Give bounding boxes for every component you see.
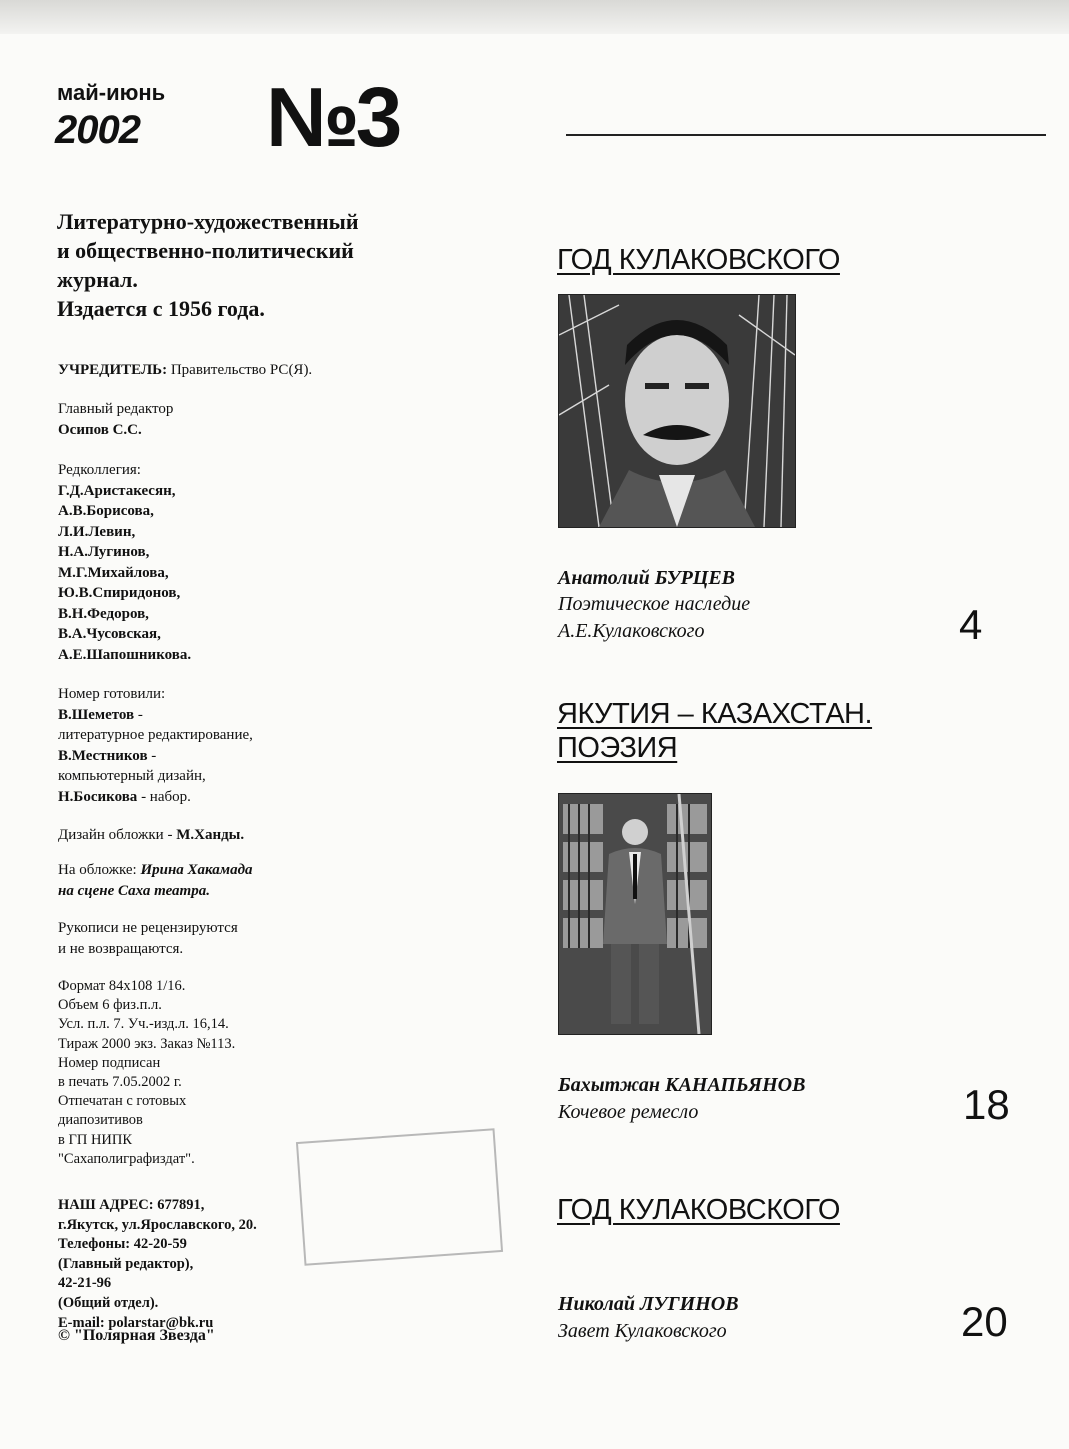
chief-editor: Главный редактор Осипов С.С.	[58, 401, 174, 438]
postal-address: НАШ АДРЕС: 677891, г.Якутск, ул.Ярославского, 20. Телефоны: 42-20-59 (Главный редактор), 42-21-96 (Общий отдел). E-mail: polarstar@bk.ru	[58, 1196, 257, 1333]
email-address: E-mail: polarstar@bk.ru	[58, 1314, 214, 1331]
journal-description: Литературно-художественный и общественно-политический журнал. Издается с 1956 года.	[57, 209, 359, 321]
toc-title-line2: А.Е.Кулаковского	[558, 620, 705, 642]
cover-design-credit: Дизайн обложки - М.Ханды.	[58, 827, 245, 843]
cover-photo-caption: На обложке: Ирина Хакамада на сцене Саха театра.	[58, 862, 253, 899]
copyright: © "Полярная Звезда"	[58, 1327, 215, 1344]
library-photo-icon	[558, 793, 712, 1035]
issue-year: 2002	[55, 108, 140, 152]
toc-title: Поэтическое наследие	[558, 593, 751, 615]
toc-author: Бахытжан КАНАПЬЯНОВ	[558, 1074, 806, 1096]
toc-title: Завет Кулаковского	[558, 1320, 727, 1342]
editorial-board: Редколлегия: Г.Д.Аристакесян, А.В.Борисова, Л.И.Левин, Н.А.Лугинов, М.Г.Михайлова, Ю.В.Спиридонов, В.Н.Федоров, В.А.Чусовская, А.Е.Шапошникова.	[58, 462, 192, 663]
toc-page-number: 4	[959, 601, 983, 648]
issue-month: май-июнь	[57, 80, 166, 105]
engraved-portrait-icon	[558, 294, 796, 528]
issue-prepared-by: Номер готовили: В.Шеметов - литературное редактирование, В.Местников - компьютерный дизайн, Н.Босикова - набор.	[58, 686, 253, 805]
toc-title: Кочевое ремесло	[558, 1101, 699, 1123]
print-details: Формат 84х108 1/16. Объем 6 физ.п.л. Усл. п.л. 7. Уч.-изд.л. 16,14. Тираж 2000 экз. Заказ №113. Номер подписан в печать 7.05.2002 г. Отпечатан с готовых диапозитивов в ГП НИПК "Сахаполиграфиздат".	[58, 978, 236, 1167]
library-stamp	[296, 1128, 503, 1266]
header-rule	[566, 134, 1046, 136]
scan-top-edge	[0, 0, 1069, 34]
toc-author: Анатолий БУРЦЕВ	[558, 567, 736, 589]
toc-page-number: 20	[961, 1298, 1008, 1345]
toc-section-heading-line2: ПОЭЗИЯ	[557, 732, 678, 764]
toc-author: Николай ЛУГИНОВ	[558, 1293, 739, 1315]
toc-page-number: 18	[963, 1081, 1010, 1128]
manuscripts-note: Рукописи не рецензируются и не возвращаются.	[58, 920, 238, 957]
toc-section-heading: ГОД КУЛАКОВСКОГО	[557, 1194, 840, 1226]
founder-line: УЧРЕДИТЕЛЬ: Правительство РС(Я).	[58, 362, 313, 378]
toc-section-heading: ГОД КУЛАКОВСКОГО	[557, 244, 840, 276]
issue-number: №3	[266, 70, 399, 164]
toc-section-heading: ЯКУТИЯ – КАЗАХСТАН.	[557, 698, 873, 730]
